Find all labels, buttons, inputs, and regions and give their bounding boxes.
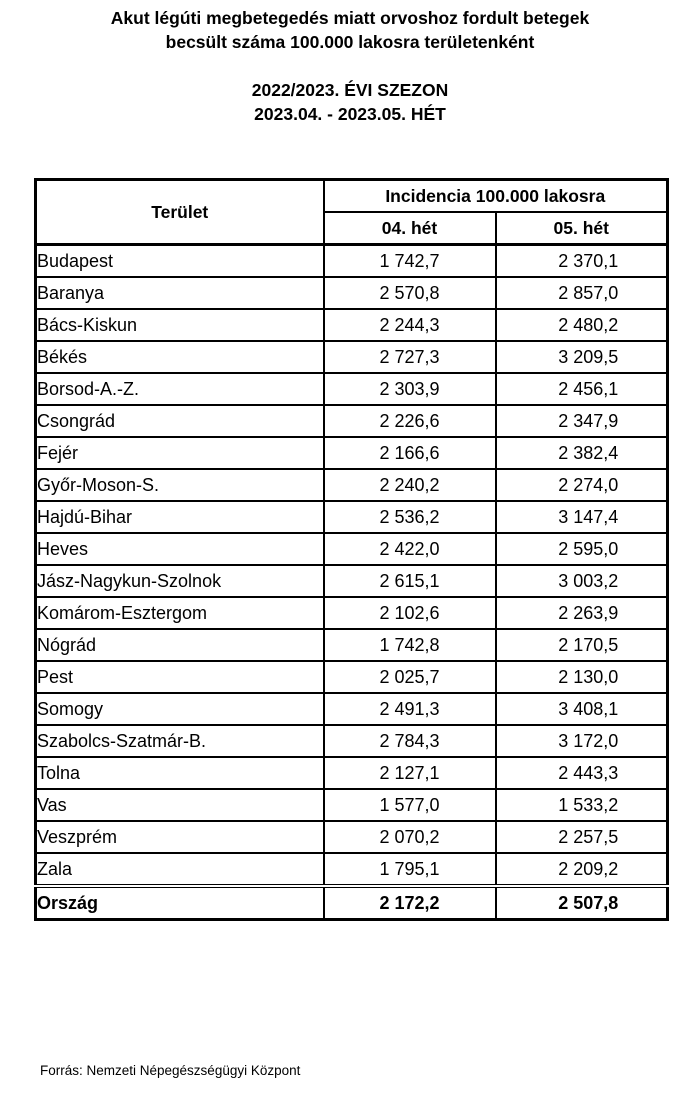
table-row [36, 277, 668, 309]
week-04-cell: 2 422,0 [324, 533, 496, 565]
area-cell: Baranya [36, 277, 324, 309]
area-cell: Pest [36, 661, 324, 693]
week-05-cell: 2 263,9 [496, 597, 668, 629]
week-04-cell: 2 491,3 [324, 693, 496, 725]
area-cell: Fejér [36, 437, 324, 469]
incidence-table [34, 178, 669, 921]
area-cell: Békés [36, 341, 324, 373]
area-cell: Nógrád [36, 629, 324, 661]
area-cell: Veszprém [36, 821, 324, 853]
week-04-cell: 2 166,6 [324, 437, 496, 469]
table-row [36, 757, 668, 789]
table-row [36, 501, 668, 533]
area-cell: Heves [36, 533, 324, 565]
area-cell: Zala [36, 853, 324, 886]
header-incidence: Incidencia 100.000 lakosra [324, 180, 668, 213]
week-05-cell: 2 347,9 [496, 405, 668, 437]
week-04-cell: 2 244,3 [324, 309, 496, 341]
week-04-cell: 1 742,7 [324, 245, 496, 278]
week-04-cell: 2 303,9 [324, 373, 496, 405]
area-cell: Csongrád [36, 405, 324, 437]
weeks-label: 2023.04. - 2023.05. HÉT [254, 104, 446, 124]
header-area: Terület [36, 180, 324, 245]
area-cell: Szabolcs-Szatmár-B. [36, 725, 324, 757]
table-row [36, 693, 668, 725]
week-05-cell: 3 408,1 [496, 693, 668, 725]
week-05-cell: 2 170,5 [496, 629, 668, 661]
area-cell: Somogy [36, 693, 324, 725]
table-row [36, 725, 668, 757]
table-row [36, 469, 668, 501]
week-04-cell: 2 127,1 [324, 757, 496, 789]
week-05-cell: 2 443,3 [496, 757, 668, 789]
week-05-cell: 2 257,5 [496, 821, 668, 853]
total-area: Ország [36, 886, 324, 920]
area-cell: Komárom-Esztergom [36, 597, 324, 629]
area-cell: Bács-Kiskun [36, 309, 324, 341]
week-04-cell: 2 102,6 [324, 597, 496, 629]
week-04-cell: 1 577,0 [324, 789, 496, 821]
table-row [36, 565, 668, 597]
week-04-cell: 2 727,3 [324, 341, 496, 373]
header-week-04: 04. hét [324, 212, 496, 245]
week-04-cell: 2 615,1 [324, 565, 496, 597]
week-05-cell: 2 456,1 [496, 373, 668, 405]
table-row [36, 373, 668, 405]
title-line-2: becsült száma 100.000 lakosra területenként [165, 32, 535, 52]
week-05-cell: 3 172,0 [496, 725, 668, 757]
table-row [36, 853, 668, 886]
area-cell: Borsod-A.-Z. [36, 373, 324, 405]
week-05-cell: 2 130,0 [496, 661, 668, 693]
table-row [36, 405, 668, 437]
week-04-cell: 2 240,2 [324, 469, 496, 501]
total-week-04: 2 172,2 [324, 886, 496, 920]
week-05-cell: 2 382,4 [496, 437, 668, 469]
week-05-cell: 2 857,0 [496, 277, 668, 309]
header-week-05: 05. hét [496, 212, 668, 245]
week-05-cell: 2 595,0 [496, 533, 668, 565]
table-row [36, 437, 668, 469]
table-row [36, 245, 668, 278]
table-row [36, 661, 668, 693]
week-04-cell: 2 226,6 [324, 405, 496, 437]
week-05-cell: 1 533,2 [496, 789, 668, 821]
week-04-cell: 2 784,3 [324, 725, 496, 757]
document-subtitle [0, 78, 700, 126]
area-cell: Vas [36, 789, 324, 821]
total-row [36, 886, 668, 920]
table-row [36, 309, 668, 341]
document-title [0, 6, 700, 54]
week-04-cell: 1 795,1 [324, 853, 496, 886]
table-row [36, 341, 668, 373]
total-week-05: 2 507,8 [496, 886, 668, 920]
table-body [36, 245, 668, 887]
table-row [36, 597, 668, 629]
area-cell: Jász-Nagykun-Szolnok [36, 565, 324, 597]
week-05-cell: 3 147,4 [496, 501, 668, 533]
source-note: Forrás: Nemzeti Népegészségügyi Központ [40, 1063, 301, 1078]
week-05-cell: 2 370,1 [496, 245, 668, 278]
week-04-cell: 1 742,8 [324, 629, 496, 661]
season-label: 2022/2023. ÉVI SZEZON [251, 80, 449, 100]
week-04-cell: 2 536,2 [324, 501, 496, 533]
week-04-cell: 2 025,7 [324, 661, 496, 693]
table-row [36, 789, 668, 821]
area-cell: Budapest [36, 245, 324, 278]
area-cell: Győr-Moson-S. [36, 469, 324, 501]
table-row [36, 629, 668, 661]
week-05-cell: 2 480,2 [496, 309, 668, 341]
table-row [36, 821, 668, 853]
area-cell: Hajdú-Bihar [36, 501, 324, 533]
week-04-cell: 2 070,2 [324, 821, 496, 853]
week-05-cell: 2 274,0 [496, 469, 668, 501]
table-row [36, 533, 668, 565]
week-05-cell: 3 209,5 [496, 341, 668, 373]
week-04-cell: 2 570,8 [324, 277, 496, 309]
area-cell: Tolna [36, 757, 324, 789]
week-05-cell: 3 003,2 [496, 565, 668, 597]
week-05-cell: 2 209,2 [496, 853, 668, 886]
title-line-1: Akut légúti megbetegedés miatt orvoshoz fordult betegek [110, 8, 590, 28]
